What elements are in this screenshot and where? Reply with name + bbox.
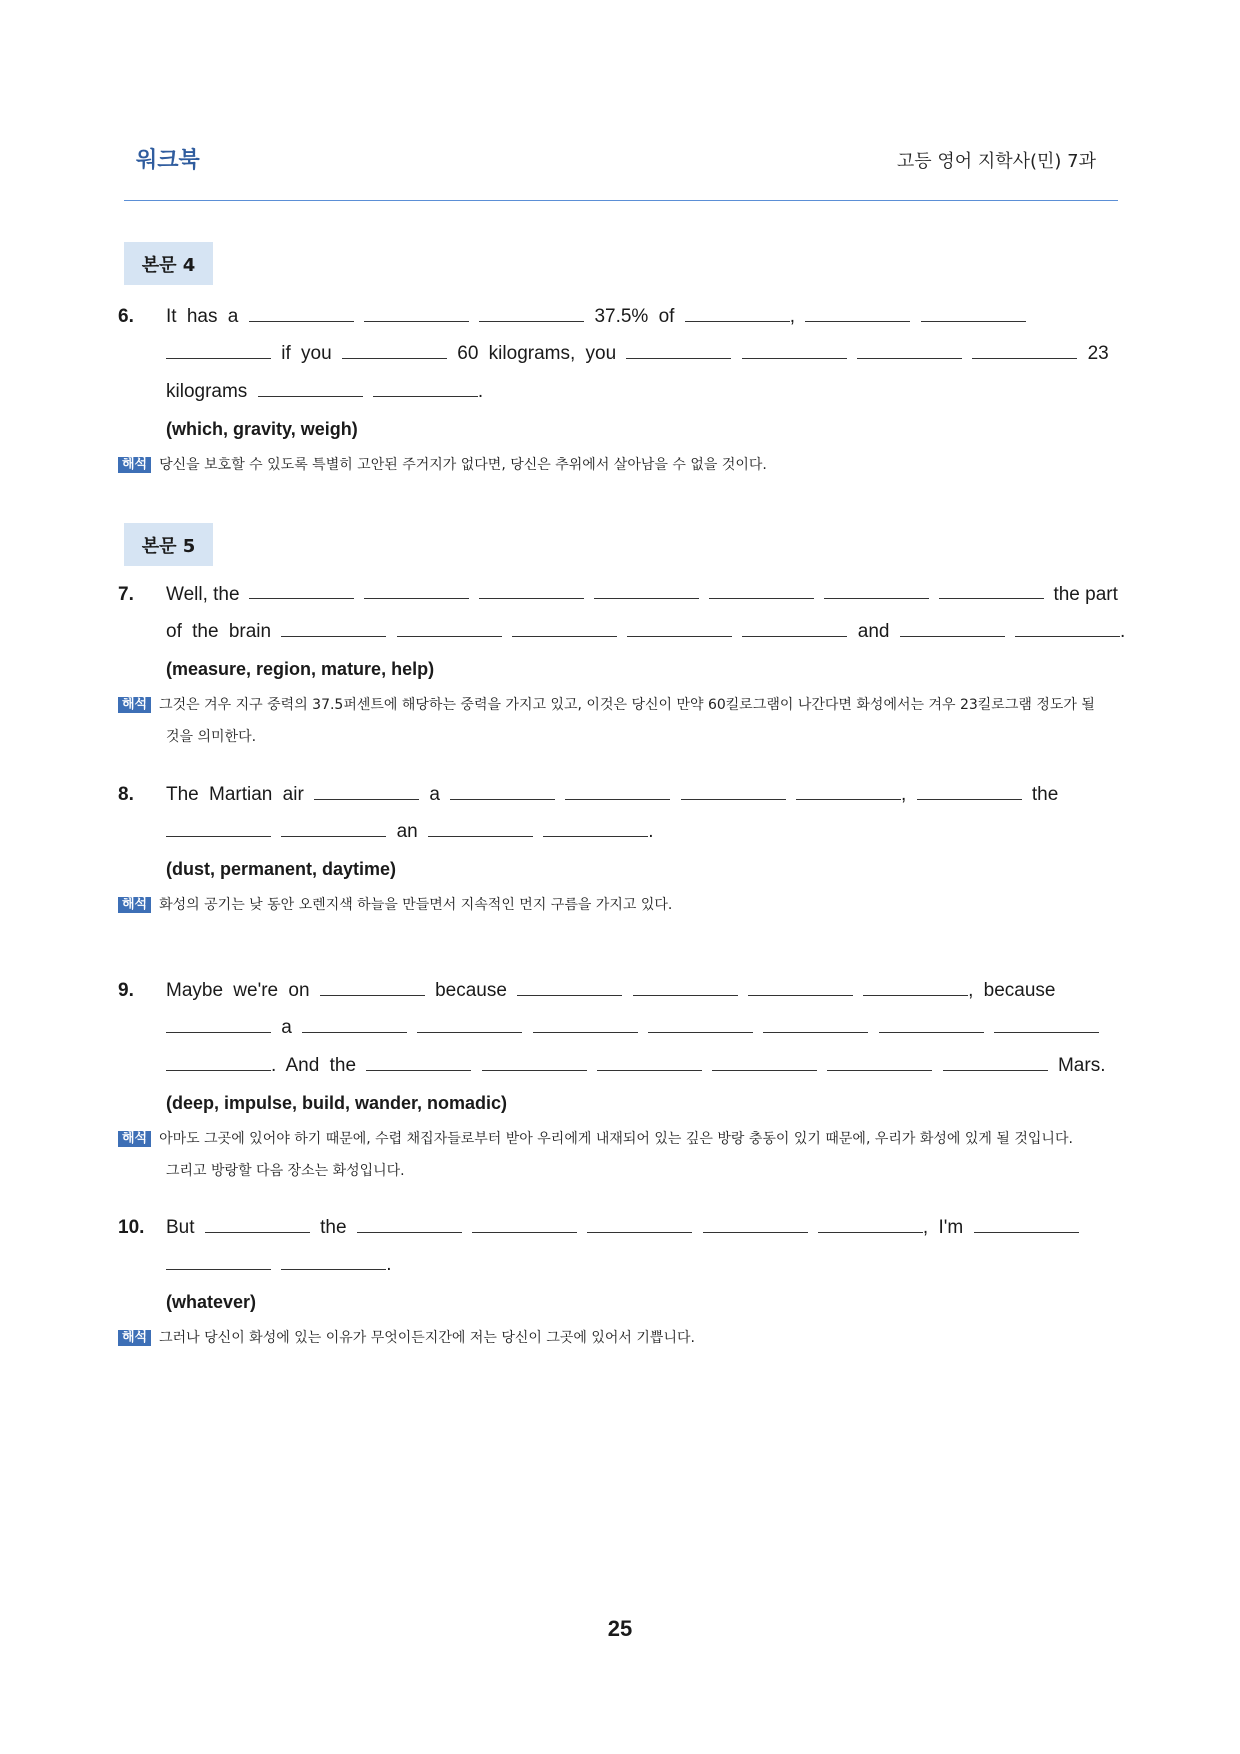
word-hint: (whatever) <box>166 1292 257 1312</box>
answer-blank[interactable] <box>805 307 910 322</box>
answer-blank[interactable] <box>972 344 1077 359</box>
question-line <box>166 306 1026 328</box>
translation-label: 해석 <box>118 457 151 473</box>
answer-blank[interactable] <box>594 584 699 599</box>
translation-label: 해석 <box>118 1131 151 1147</box>
page-number: 25 <box>607 1616 633 1641</box>
question-number: 7. <box>118 584 134 605</box>
question-text: But <box>166 1217 195 1238</box>
question-line <box>166 1017 1099 1039</box>
answer-blank[interactable] <box>166 1056 271 1071</box>
answer-blank[interactable] <box>166 344 271 359</box>
question-text: 23 <box>1087 343 1109 364</box>
translation-label: 해석 <box>118 897 151 913</box>
question-text: kilograms <box>166 381 248 402</box>
question-text: a <box>429 784 440 805</box>
question-line <box>166 621 1125 643</box>
answer-blank[interactable] <box>366 1056 471 1071</box>
answer-blank[interactable] <box>626 344 731 359</box>
answer-blank[interactable] <box>417 1018 522 1033</box>
answer-blank[interactable] <box>943 1056 1048 1071</box>
answer-blank[interactable] <box>939 584 1044 599</box>
word-hint: (deep, impulse, build, wander, nomadic) <box>166 1093 508 1113</box>
punctuation: , <box>789 306 796 327</box>
translation-continued: 그리고 방랑할 다음 장소는 화성입니다. <box>166 1163 405 1179</box>
answer-blank[interactable] <box>482 1056 587 1071</box>
question-line <box>166 584 1118 606</box>
answer-blank[interactable] <box>917 785 1022 800</box>
answer-blank[interactable] <box>373 382 478 397</box>
answer-blank[interactable] <box>974 1218 1079 1233</box>
answer-blank[interactable] <box>827 1056 932 1071</box>
punctuation: . <box>386 1254 392 1275</box>
answer-blank[interactable] <box>748 981 853 996</box>
answer-blank[interactable] <box>921 307 1026 322</box>
answer-blank[interactable] <box>166 822 271 837</box>
answer-blank[interactable] <box>364 307 469 322</box>
punctuation: , <box>901 784 907 805</box>
punctuation: . <box>1120 621 1126 642</box>
answer-blank[interactable] <box>824 584 929 599</box>
answer-blank[interactable] <box>258 382 363 397</box>
answer-blank[interactable] <box>648 1018 753 1033</box>
question-text: a <box>281 1017 292 1038</box>
question-text: . And the <box>271 1055 357 1076</box>
translation-label: 해석 <box>118 1330 151 1346</box>
translation-text: 화성의 공기는 낮 동안 오렌지색 하늘을 만들면서 지속적인 먼지 구름을 가지고 있다. <box>159 897 673 913</box>
question-line <box>166 381 483 403</box>
answer-blank[interactable] <box>796 785 901 800</box>
translation-text: 그것은 겨우 지구 중력의 37.5퍼센트에 해당하는 중력을 가지고 있고, 이것은 당신이 만약 60킬로그램이 나간다면 화성에서는 겨우 23킬로그램 정도가 될 <box>159 697 1095 713</box>
answer-blank[interactable] <box>627 622 732 637</box>
question-text: the <box>320 1217 347 1238</box>
section-tag-4: 본문 4 <box>124 242 213 285</box>
answer-blank[interactable] <box>320 981 425 996</box>
punctuation: . <box>477 381 484 402</box>
answer-blank[interactable] <box>1015 622 1120 637</box>
answer-blank[interactable] <box>479 307 584 322</box>
translation-text: 당신을 보호할 수 있도록 특별히 고안된 주거지가 없다면, 당신은 추위에서 살아남을 수 없을 것이다. <box>159 457 767 473</box>
answer-blank[interactable] <box>879 1018 984 1033</box>
question-line <box>166 1217 1079 1239</box>
answer-blank[interactable] <box>166 1018 271 1033</box>
answer-blank[interactable] <box>994 1018 1099 1033</box>
workbook-title: 워크북 <box>136 148 200 173</box>
question-text: Maybe we're on <box>166 980 310 1001</box>
header <box>124 143 1108 203</box>
answer-blank[interactable] <box>517 981 622 996</box>
question-text: of the brain <box>166 621 272 642</box>
translation <box>118 692 1118 718</box>
question-text: I'm <box>938 1217 964 1238</box>
question-text: the part <box>1053 584 1118 605</box>
answer-blank[interactable] <box>543 822 648 837</box>
translation <box>118 1126 1118 1152</box>
answer-blank[interactable] <box>712 1056 817 1071</box>
translation-text: 아마도 그곳에 있어야 하기 때문에, 수렵 채집자들로부터 받아 우리에게 내재되어 있는 깊은 방랑 충동이 있기 때문에, 우리가 화성에 있게 될 것입니다. <box>159 1131 1073 1147</box>
answer-blank[interactable] <box>166 1255 271 1270</box>
answer-blank[interactable] <box>364 584 469 599</box>
question-text: Well, the <box>166 584 240 605</box>
answer-blank[interactable] <box>479 584 584 599</box>
answer-blank[interactable] <box>763 1018 868 1033</box>
answer-blank[interactable] <box>587 1218 692 1233</box>
answer-blank[interactable] <box>863 981 968 996</box>
question-number: 9. <box>118 980 134 1001</box>
answer-blank[interactable] <box>681 785 786 800</box>
question-text: if you <box>281 343 332 364</box>
question-text: because <box>435 980 507 1001</box>
answer-blank[interactable] <box>249 584 354 599</box>
punctuation: . <box>648 821 654 842</box>
question-line <box>166 821 654 843</box>
punctuation: , <box>968 980 974 1001</box>
translation-continued: 것을 의미한다. <box>166 729 257 745</box>
question-text: The Martian air <box>166 784 304 805</box>
translation-label: 해석 <box>118 697 151 713</box>
answer-blank[interactable] <box>205 1218 310 1233</box>
question-text: an <box>396 821 418 842</box>
answer-blank[interactable] <box>709 584 814 599</box>
answer-blank[interactable] <box>900 622 1005 637</box>
answer-blank[interactable] <box>472 1218 577 1233</box>
translation <box>118 452 1118 478</box>
question-line <box>166 784 1058 806</box>
answer-blank[interactable] <box>450 785 555 800</box>
question-number: 8. <box>118 784 134 805</box>
answer-blank[interactable] <box>565 785 670 800</box>
translation-text: 그러나 당신이 화성에 있는 이유가 무엇이든지간에 저는 당신이 그곳에 있어서 기쁩니다. <box>159 1330 695 1346</box>
answer-blank[interactable] <box>428 822 533 837</box>
question-line <box>166 343 1109 365</box>
question-text: 60 kilograms, you <box>457 343 617 364</box>
question-line <box>166 1254 392 1276</box>
question-text: Mars. <box>1057 1055 1106 1076</box>
header-divider <box>124 200 1118 201</box>
question-line <box>166 980 1055 1002</box>
word-hint: (measure, region, mature, help) <box>166 659 435 679</box>
answer-blank[interactable] <box>302 1018 407 1033</box>
answer-blank[interactable] <box>742 344 847 359</box>
answer-blank[interactable] <box>857 344 962 359</box>
answer-blank[interactable] <box>742 622 847 637</box>
question-number: 10. <box>118 1217 145 1238</box>
word-hint: (dust, permanent, daytime) <box>166 859 397 879</box>
answer-blank[interactable] <box>818 1218 923 1233</box>
section-tag-5: 본문 5 <box>124 523 213 566</box>
answer-blank[interactable] <box>512 622 617 637</box>
question-text: the <box>1031 784 1059 805</box>
translation <box>118 892 1118 918</box>
question-text: because <box>983 980 1056 1001</box>
answer-blank[interactable] <box>533 1018 638 1033</box>
question-number: 6. <box>118 306 134 327</box>
answer-blank[interactable] <box>397 622 502 637</box>
answer-blank[interactable] <box>281 622 386 637</box>
answer-blank[interactable] <box>357 1218 462 1233</box>
answer-blank[interactable] <box>249 307 354 322</box>
answer-blank[interactable] <box>342 344 447 359</box>
answer-blank[interactable] <box>703 1218 808 1233</box>
question-text: 37.5% of <box>594 306 675 327</box>
word-hint: (which, gravity, weigh) <box>166 419 358 439</box>
answer-blank[interactable] <box>685 307 790 322</box>
answer-blank[interactable] <box>281 1255 386 1270</box>
translation <box>118 1325 1118 1351</box>
answer-blank[interactable] <box>314 785 419 800</box>
answer-blank[interactable] <box>597 1056 702 1071</box>
answer-blank[interactable] <box>281 822 386 837</box>
course-label: 고등 영어 지학사(민) 7과 <box>896 151 1096 172</box>
question-text: It has a <box>166 306 239 327</box>
answer-blank[interactable] <box>633 981 738 996</box>
punctuation: , <box>922 1217 929 1238</box>
question-line <box>166 1055 1105 1077</box>
question-text: and <box>857 621 890 642</box>
